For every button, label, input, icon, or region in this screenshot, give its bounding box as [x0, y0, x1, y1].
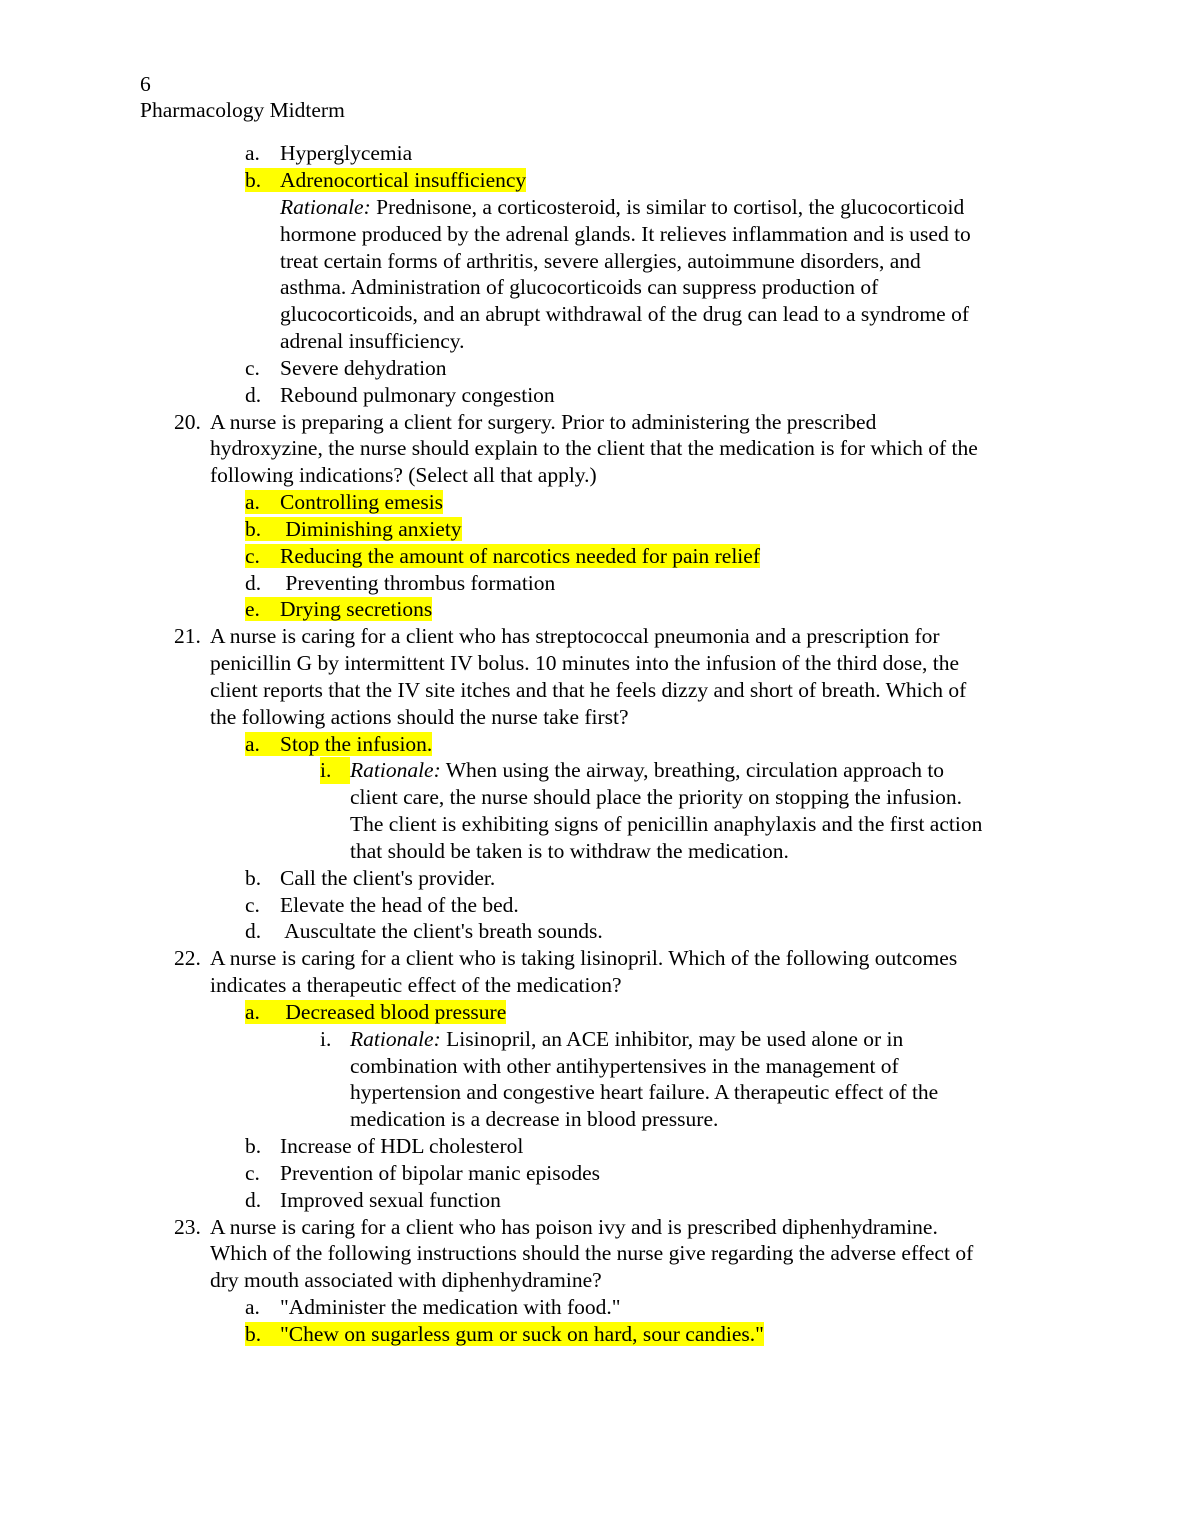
rationale-text: Prednisone, a corticosteroid, is similar to cortisol, the glucocorticoid [370, 195, 965, 219]
option-marker: d. [245, 383, 262, 407]
option-text: Reducing the amount of narcotics needed for pain relief [280, 544, 760, 568]
stem-text: A nurse is preparing a client for surgery. Prior to administering the prescribed [210, 410, 877, 434]
rationale-text: Lisinopril, an ACE inhibitor, may be used alone or in [440, 1027, 904, 1051]
stem-text: client reports that the IV site itches and that he feels dizzy and short of breath. Which of [210, 678, 967, 702]
option-text: Severe dehydration [280, 356, 447, 380]
list-item-highlighted [245, 543, 760, 570]
rationale-text: client care, the nurse should place the priority on stopping the infusion. [350, 785, 963, 809]
rationale-text: glucocorticoids, and an abrupt withdrawal of the drug can lead to a syndrome of [280, 302, 969, 326]
list-item-highlighted [245, 516, 462, 543]
option-text: Elevate the head of the bed. [280, 893, 519, 917]
rationale-marker: i. [320, 1027, 332, 1051]
rationale-label: Rationale: [350, 1027, 441, 1051]
option-marker: c. [245, 356, 260, 380]
stem-text: hydroxyzine, the nurse should explain to the client that the medication is for which of the [210, 436, 978, 460]
option-text: Call the client's provider. [280, 866, 496, 890]
list-item [245, 382, 555, 409]
list-item [245, 140, 412, 167]
stem-text: A nurse is caring for a client who has poison ivy and is prescribed diphenhydramine. [210, 1215, 938, 1239]
option-marker: c. [245, 544, 260, 568]
option-text: Decreased blood pressure [280, 1000, 507, 1024]
rationale-text: that should be taken is to withdraw the medication. [350, 839, 789, 863]
option-marker: d. [245, 1188, 262, 1212]
rationale-text: asthma. Administration of glucocorticoids can suppress production of [280, 275, 879, 299]
option-marker: c. [245, 893, 260, 917]
option-marker: d. [245, 571, 262, 595]
list-item [245, 865, 495, 892]
question-number: 23. [174, 1215, 201, 1239]
option-text: Improved sexual function [280, 1188, 501, 1212]
option-marker: e. [245, 597, 260, 621]
list-item [245, 918, 603, 945]
option-marker: b. [245, 1134, 262, 1158]
question-stem [174, 623, 940, 650]
running-title: Pharmacology Midterm [140, 98, 345, 122]
list-item [245, 1160, 600, 1187]
rationale-label: Rationale: [350, 758, 441, 782]
list-item [245, 355, 447, 382]
list-item-highlighted [245, 596, 432, 623]
option-marker: b. [245, 866, 262, 890]
question-number: 22. [174, 946, 201, 970]
list-item-highlighted [245, 731, 432, 758]
rationale-text: hormone produced by the adrenal glands. It relieves inflammation and is used to [280, 222, 971, 246]
stem-text: A nurse is caring for a client who has streptococcal pneumonia and a prescription for [210, 624, 940, 648]
option-marker: a. [245, 1000, 260, 1024]
stem-text: indicates a therapeutic effect of the medication? [210, 973, 622, 997]
rationale-marker: i. [320, 757, 350, 784]
option-text: Adrenocortical insufficiency [280, 168, 527, 192]
option-text: Controlling emesis [280, 490, 444, 514]
stem-text: dry mouth associated with diphenhydramine? [210, 1268, 602, 1292]
option-marker: a. [245, 732, 260, 756]
list-item [245, 1133, 523, 1160]
rationale-text: medication is a decrease in blood pressure. [350, 1107, 719, 1131]
list-item [245, 892, 519, 919]
stem-text: Which of the following instructions should the nurse give regarding the adverse effect of [210, 1241, 974, 1265]
option-marker: a. [245, 1295, 260, 1319]
question-stem [174, 945, 957, 972]
question-number: 20. [174, 410, 201, 434]
list-item-highlighted [245, 999, 506, 1026]
stem-text: following indications? (Select all that apply.) [210, 463, 597, 487]
option-text: Drying secretions [280, 597, 433, 621]
option-text: "Administer the medication with food." [280, 1295, 621, 1319]
option-marker: d. [245, 919, 262, 943]
option-text: Auscultate the client's breath sounds. [280, 919, 603, 943]
rationale-line [280, 194, 964, 221]
list-item [245, 1294, 621, 1321]
list-item-highlighted [245, 167, 526, 194]
option-marker: b. [245, 517, 262, 541]
list-item [245, 570, 555, 597]
option-text: Prevention of bipolar manic episodes [280, 1161, 601, 1185]
list-item-highlighted [245, 489, 443, 516]
option-marker: a. [245, 490, 260, 514]
option-text: Diminishing anxiety [280, 517, 462, 541]
option-marker: b. [245, 168, 262, 192]
rationale-text: When using the airway, breathing, circulation approach to [440, 758, 945, 782]
stem-text: the following actions should the nurse take first? [210, 705, 629, 729]
option-marker: a. [245, 141, 260, 165]
option-marker: b. [245, 1322, 262, 1346]
option-marker: c. [245, 1161, 260, 1185]
option-text: "Chew on sugarless gum or suck on hard, sour candies." [280, 1322, 764, 1346]
option-text: Stop the infusion. [280, 732, 433, 756]
page-number: 6 [140, 72, 151, 96]
rationale-text: hypertension and congestive heart failure. A therapeutic effect of the [350, 1080, 939, 1104]
stem-text: penicillin G by intermittent IV bolus. 10 minutes into the infusion of the third dose, the [210, 651, 960, 675]
question-number: 21. [174, 624, 201, 648]
option-text: Hyperglycemia [280, 141, 413, 165]
question-stem [174, 409, 876, 436]
list-item-highlighted [245, 1321, 764, 1348]
option-text: Preventing thrombus formation [280, 571, 556, 595]
rationale-text: adrenal insufficiency. [280, 329, 465, 353]
rationale-line [320, 1026, 903, 1053]
option-text: Increase of HDL cholesterol [280, 1134, 524, 1158]
option-text: Rebound pulmonary congestion [280, 383, 555, 407]
rationale-line [320, 757, 944, 784]
rationale-text: The client is exhibiting signs of penicillin anaphylaxis and the first action [350, 812, 983, 836]
rationale-text: combination with other antihypertensives in the management of [350, 1054, 899, 1078]
stem-text: A nurse is caring for a client who is taking lisinopril. Which of the following outcomes [210, 946, 958, 970]
rationale-label: Rationale: [280, 195, 371, 219]
question-stem [174, 1214, 938, 1241]
rationale-text: treat certain forms of arthritis, severe allergies, autoimmune disorders, and [280, 249, 921, 273]
list-item [245, 1187, 501, 1214]
